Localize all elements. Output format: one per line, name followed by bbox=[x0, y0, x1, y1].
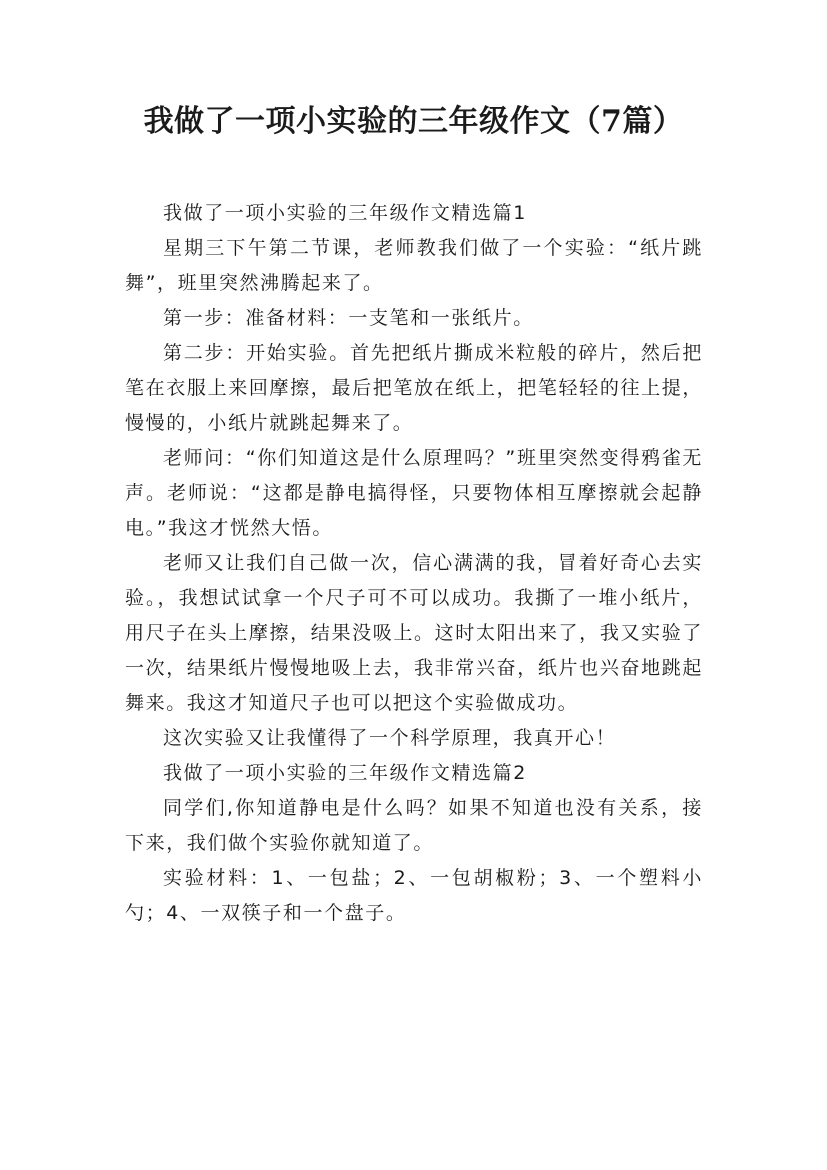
paragraph: 老师问：“你们知道这是什么原理吗？”班里突然变得鸦雀无声。老师说：“这都是静电搞得怪，只要物体相互摩擦就会起静电。”我这才恍然大悟。 bbox=[125, 447, 703, 539]
paragraph: 星期三下午第二节课，老师教我们做了一个实验：“纸片跳舞”，班里突然沸腾起来了。 bbox=[125, 237, 703, 294]
paragraph: 第一步：准备材料：一支笔和一张纸片。 bbox=[163, 307, 534, 329]
paragraph: 第二步：开始实验。首先把纸片撕成米粒般的碎片，然后把笔在衣服上来回摩擦，最后把笔放在纸上，把笔轻轻的往上提，慢慢的，小纸片就跳起舞来了。 bbox=[125, 342, 703, 434]
document-body bbox=[125, 196, 703, 931]
paragraph: 同学们,你知道静电是什么吗？如果不知道也没有关系，接下来，我们做个实验你就知道了。 bbox=[125, 797, 703, 854]
paragraph: 老师又让我们自己做一次，信心满满的我，冒着好奇心去实验。，我想试试拿一个尺子可不可以成功。我撕了一堆小纸片，用尺子在头上摩擦，结果没吸上。这时太阳出来了，我又实验了一次，结果纸片慢慢地吸上去，我非常兴奋，纸片也兴奋地跳起舞来。我这才知道尺子也可以把这个实验做成功。 bbox=[125, 552, 703, 714]
paragraph: 实验材料：1、一包盐；2、一包胡椒粉；3、一个塑料小勺；4、一双筷子和一个盘子。 bbox=[125, 867, 703, 924]
section-heading-2: 我做了一项小实验的三年级作文精选篇2 bbox=[163, 762, 527, 784]
document-title: 我做了一项小实验的三年级作文（7篇） bbox=[143, 104, 684, 139]
paragraph: 这次实验又让我懂得了一个科学原理，我真开心！ bbox=[163, 727, 617, 749]
section-heading-1: 我做了一项小实验的三年级作文精选篇1 bbox=[163, 202, 527, 224]
